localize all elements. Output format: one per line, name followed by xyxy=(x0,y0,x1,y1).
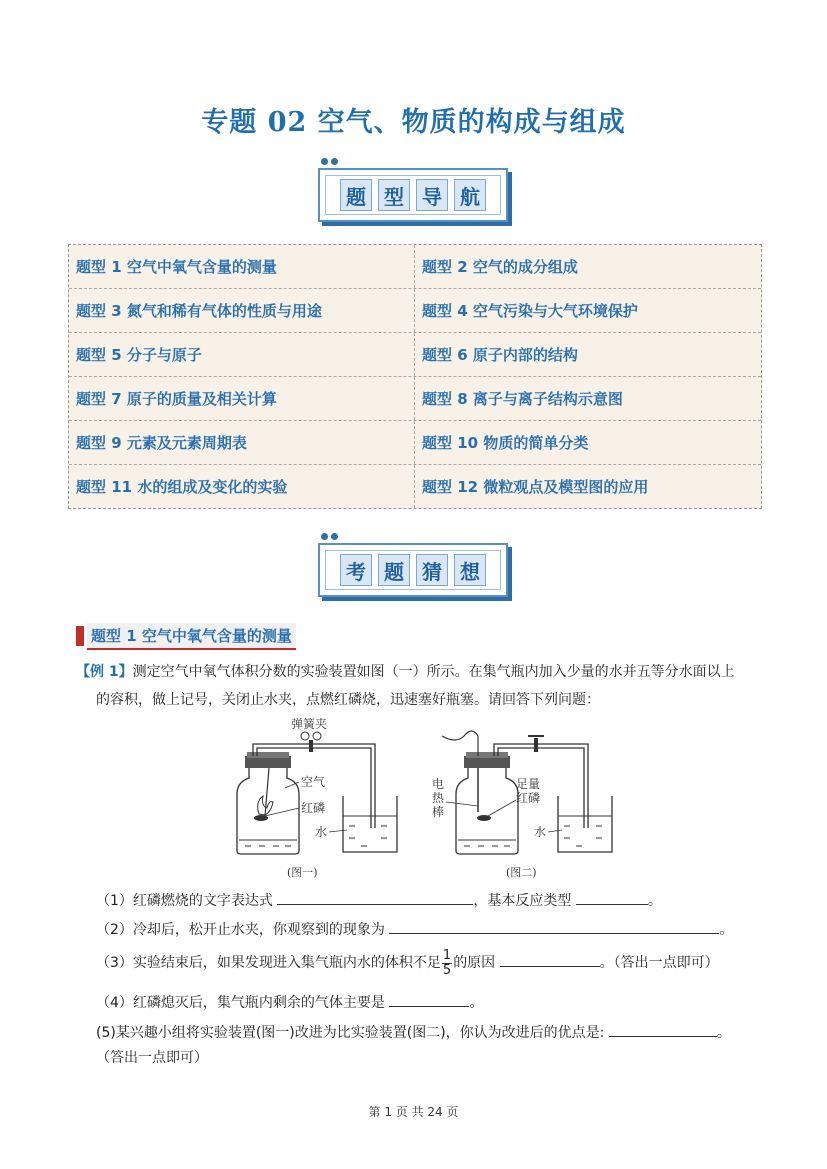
nav-item[interactable]: 题型 12 微粒观点及模型图的应用 xyxy=(422,478,649,496)
question-3 xyxy=(96,948,719,978)
label-water: 水 xyxy=(315,825,328,839)
section-heading xyxy=(76,624,296,648)
table-row xyxy=(69,245,761,289)
example-intro xyxy=(76,662,766,682)
fraction-denominator: 5 xyxy=(442,962,452,978)
answer-blank[interactable] xyxy=(389,992,469,1007)
question-3-reason: 的原因 xyxy=(453,955,496,971)
nav-item[interactable]: 题型 5 分子与原子 xyxy=(69,333,415,376)
question-5-end: 。 xyxy=(716,1025,731,1041)
heading-marker xyxy=(76,626,84,646)
label-enough: 足量 xyxy=(516,777,541,791)
nav-item[interactable]: 题型 6 原子内部的结构 xyxy=(422,346,578,364)
label-clamp: 弹簧夹 xyxy=(291,717,328,731)
table-row xyxy=(69,333,761,377)
fraction-numerator: 1 xyxy=(442,947,452,963)
answer-blank[interactable] xyxy=(389,919,719,934)
question-5-text: (5)某兴趣小组将实验装置(图一)改进为比实验装置(图二)，你认为改进后的优点是: xyxy=(96,1025,605,1041)
question-1-text: （1）红磷燃烧的文字表达式 xyxy=(96,893,273,909)
question-2-text: （2）冷却后，松开止水夹，你观察到的现象为 xyxy=(96,922,385,938)
label-red-phosphorus: 红磷 xyxy=(516,791,541,805)
nav-item[interactable]: 题型 4 空气污染与大气环境保护 xyxy=(422,302,638,320)
page-title: 专题 02 空气、物质的构成与组成 xyxy=(201,107,626,138)
banner-char: 型 xyxy=(378,179,410,211)
table-row xyxy=(69,465,761,508)
answer-blank[interactable] xyxy=(277,890,473,905)
section-banner-predictions xyxy=(318,535,508,593)
question-5-note: （答出一点即可） xyxy=(96,1050,208,1066)
question-4-end: 。 xyxy=(469,995,484,1011)
answer-blank[interactable] xyxy=(500,952,600,967)
page-footer: 第 1 页 共 24 页 xyxy=(368,1105,459,1119)
example-line2: 的容积，做上记号，关闭止水夹，点燃红磷烧，迅速塞好瓶塞。请回答下列问题： xyxy=(96,692,600,708)
banner-char: 猜 xyxy=(416,554,448,586)
section-heading-text: 题型 1 空气中氧气含量的测量 xyxy=(87,623,296,650)
banner-char: 考 xyxy=(340,554,372,586)
fraction-one-fifth xyxy=(442,949,452,978)
question-4 xyxy=(96,992,483,1013)
pin-icon xyxy=(331,158,338,165)
label-water: 水 xyxy=(534,825,547,839)
pin-icon xyxy=(331,533,338,540)
question-3-text: （3）实验结束后，如果发现进入集气瓶内水的体积不足 xyxy=(96,955,441,971)
nav-item[interactable]: 题型 9 元素及元素周期表 xyxy=(69,421,415,464)
figure-one-apparatus xyxy=(225,716,405,881)
table-row xyxy=(69,421,761,465)
label-rod: 棒 xyxy=(432,805,445,819)
question-1-end: 。 xyxy=(647,893,662,909)
table-row xyxy=(69,289,761,333)
nav-item[interactable]: 题型 11 水的组成及变化的实验 xyxy=(69,465,415,508)
label-air: 空气 xyxy=(301,775,326,789)
answer-blank[interactable] xyxy=(609,1022,717,1037)
label-phosphorus: 红磷 xyxy=(301,801,326,815)
banner-char: 想 xyxy=(454,554,486,586)
topic-navigation-table xyxy=(68,244,762,509)
nav-item[interactable]: 题型 3 氮气和稀有气体的性质与用途 xyxy=(69,289,415,332)
banner-char: 航 xyxy=(454,179,486,211)
nav-item[interactable]: 题型 2 空气的成分组成 xyxy=(422,258,578,276)
pin-icon xyxy=(321,533,328,540)
pin-icon xyxy=(321,158,328,165)
question-3-end: 。（答出一点即可） xyxy=(599,955,719,971)
question-2-end: 。 xyxy=(719,922,734,938)
nav-item[interactable]: 题型 10 物质的简单分类 xyxy=(422,434,589,452)
example-tag: 【例 1】 xyxy=(76,664,133,680)
banner-char: 题 xyxy=(340,179,372,211)
question-5 xyxy=(96,1022,731,1043)
banner-char: 导 xyxy=(416,179,448,211)
label-rod: 热 xyxy=(432,791,445,805)
question-1 xyxy=(96,890,662,911)
table-row xyxy=(69,377,761,421)
nav-item[interactable]: 题型 7 原子的质量及相关计算 xyxy=(69,377,415,420)
question-4-text: （4）红磷熄灭后，集气瓶内剩余的气体主要是 xyxy=(96,995,385,1011)
nav-item[interactable]: 题型 1 空气中氧气含量的测量 xyxy=(69,245,415,288)
section-banner-navigation xyxy=(318,160,508,218)
question-1-type: ，基本反应类型 xyxy=(473,893,572,909)
figure-one-caption: (图一) xyxy=(287,866,318,879)
figure-two-apparatus xyxy=(428,716,618,881)
answer-blank[interactable] xyxy=(576,890,648,905)
nav-item[interactable]: 题型 8 离子与离子结构示意图 xyxy=(422,390,623,408)
example-line1: 测定空气中氧气体积分数的实验装置如图（一）所示。在集气瓶内加入少量的水并五等分水面以上 xyxy=(132,664,735,680)
figure-two-caption: (图二) xyxy=(506,866,537,879)
question-2 xyxy=(96,919,733,940)
label-rod: 电 xyxy=(432,777,445,791)
banner-char: 题 xyxy=(378,554,410,586)
